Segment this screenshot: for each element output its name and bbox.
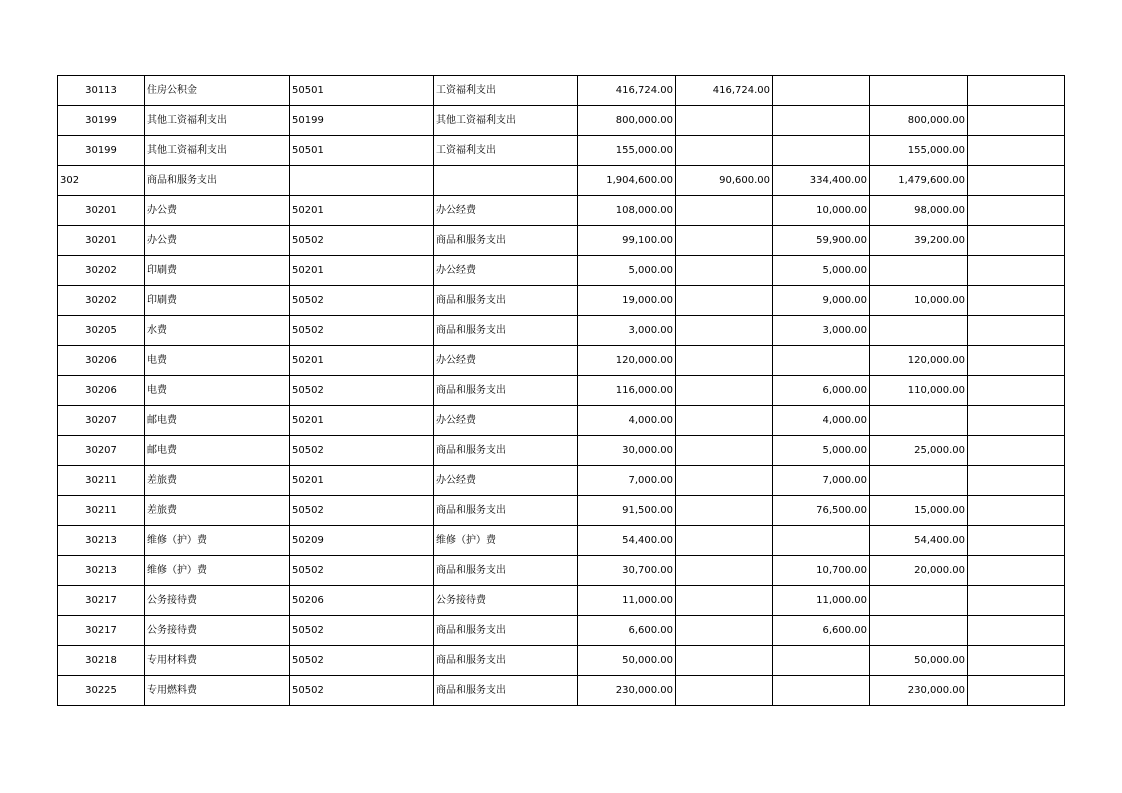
total-amount-cell: 30,000.00: [578, 436, 676, 466]
economic-code-cell: 50502: [290, 496, 434, 526]
economic-name-cell: 商品和服务支出: [434, 226, 578, 256]
expense-name-cell: 邮电费: [145, 406, 290, 436]
economic-name-cell: 商品和服务支出: [434, 616, 578, 646]
table-row: [58, 676, 1065, 706]
amount-cell-4: [870, 616, 968, 646]
economic-code-cell: 50502: [290, 646, 434, 676]
amount-cell-3: 4,000.00: [773, 406, 870, 436]
amount-cell-4: [870, 76, 968, 106]
amount-cell-2: [676, 376, 773, 406]
expense-name-cell: 专用燃料费: [145, 676, 290, 706]
amount-cell-4: [870, 586, 968, 616]
economic-code-cell: 50201: [290, 406, 434, 436]
economic-name-cell: 商品和服务支出: [434, 286, 578, 316]
total-amount-cell: 416,724.00: [578, 76, 676, 106]
expense-name-cell: 邮电费: [145, 436, 290, 466]
economic-name-cell: 工资福利支出: [434, 136, 578, 166]
amount-cell-3: 10,700.00: [773, 556, 870, 586]
amount-cell-4: 1,479,600.00: [870, 166, 968, 196]
economic-name-cell: 办公经费: [434, 346, 578, 376]
economic-name-cell: [434, 166, 578, 196]
economic-name-cell: 商品和服务支出: [434, 556, 578, 586]
table-row: [58, 346, 1065, 376]
amount-cell-3: 5,000.00: [773, 436, 870, 466]
expense-name-cell: 印刷费: [145, 256, 290, 286]
economic-name-cell: 商品和服务支出: [434, 316, 578, 346]
amount-cell-3: [773, 136, 870, 166]
table-row: [58, 496, 1065, 526]
table-row: [58, 376, 1065, 406]
total-amount-cell: 7,000.00: [578, 466, 676, 496]
total-amount-cell: 800,000.00: [578, 106, 676, 136]
amount-cell-5: [968, 616, 1065, 646]
economic-name-cell: 办公经费: [434, 406, 578, 436]
expense-code-cell: 30217: [58, 586, 145, 616]
total-amount-cell: 5,000.00: [578, 256, 676, 286]
table-row: [58, 316, 1065, 346]
amount-cell-5: [968, 256, 1065, 286]
amount-cell-4: 15,000.00: [870, 496, 968, 526]
economic-code-cell: 50502: [290, 286, 434, 316]
total-amount-cell: 155,000.00: [578, 136, 676, 166]
amount-cell-5: [968, 496, 1065, 526]
economic-name-cell: 商品和服务支出: [434, 676, 578, 706]
expense-code-cell: 30199: [58, 136, 145, 166]
amount-cell-5: [968, 76, 1065, 106]
amount-cell-3: [773, 676, 870, 706]
amount-cell-2: 90,600.00: [676, 166, 773, 196]
amount-cell-3: [773, 76, 870, 106]
economic-name-cell: 商品和服务支出: [434, 496, 578, 526]
economic-code-cell: 50201: [290, 346, 434, 376]
economic-code-cell: 50206: [290, 586, 434, 616]
total-amount-cell: 19,000.00: [578, 286, 676, 316]
amount-cell-2: 416,724.00: [676, 76, 773, 106]
expense-code-cell: 30207: [58, 436, 145, 466]
amount-cell-3: 76,500.00: [773, 496, 870, 526]
expense-code-cell: 30202: [58, 286, 145, 316]
amount-cell-2: [676, 466, 773, 496]
amount-cell-4: 39,200.00: [870, 226, 968, 256]
amount-cell-4: 25,000.00: [870, 436, 968, 466]
amount-cell-5: [968, 136, 1065, 166]
total-amount-cell: 108,000.00: [578, 196, 676, 226]
economic-code-cell: 50502: [290, 556, 434, 586]
total-amount-cell: 54,400.00: [578, 526, 676, 556]
amount-cell-3: 11,000.00: [773, 586, 870, 616]
total-amount-cell: 3,000.00: [578, 316, 676, 346]
amount-cell-5: [968, 226, 1065, 256]
amount-cell-5: [968, 406, 1065, 436]
economic-code-cell: 50502: [290, 436, 434, 466]
expense-name-cell: 差旅费: [145, 496, 290, 526]
amount-cell-2: [676, 226, 773, 256]
amount-cell-4: 120,000.00: [870, 346, 968, 376]
table-row: [58, 106, 1065, 136]
amount-cell-2: [676, 616, 773, 646]
amount-cell-3: 5,000.00: [773, 256, 870, 286]
amount-cell-4: [870, 256, 968, 286]
amount-cell-3: [773, 346, 870, 376]
amount-cell-2: [676, 436, 773, 466]
total-amount-cell: 11,000.00: [578, 586, 676, 616]
economic-code-cell: 50199: [290, 106, 434, 136]
amount-cell-5: [968, 646, 1065, 676]
expense-name-cell: 差旅费: [145, 466, 290, 496]
economic-code-cell: 50501: [290, 136, 434, 166]
amount-cell-5: [968, 436, 1065, 466]
economic-name-cell: 办公经费: [434, 466, 578, 496]
amount-cell-2: [676, 346, 773, 376]
table-row: [58, 436, 1065, 466]
expense-code-cell: 30225: [58, 676, 145, 706]
economic-name-cell: 其他工资福利支出: [434, 106, 578, 136]
amount-cell-5: [968, 346, 1065, 376]
total-amount-cell: 30,700.00: [578, 556, 676, 586]
amount-cell-3: 3,000.00: [773, 316, 870, 346]
amount-cell-2: [676, 526, 773, 556]
expense-name-cell: 印刷费: [145, 286, 290, 316]
amount-cell-4: [870, 316, 968, 346]
expense-name-cell: 办公费: [145, 196, 290, 226]
expense-code-cell: 30113: [58, 76, 145, 106]
amount-cell-3: 7,000.00: [773, 466, 870, 496]
total-amount-cell: 50,000.00: [578, 646, 676, 676]
total-amount-cell: 6,600.00: [578, 616, 676, 646]
table-row: [58, 526, 1065, 556]
economic-name-cell: 维修（护）费: [434, 526, 578, 556]
expense-name-cell: 公务接待费: [145, 586, 290, 616]
amount-cell-2: [676, 106, 773, 136]
table-row: [58, 166, 1065, 196]
table-row: [58, 196, 1065, 226]
expense-code-cell: 30207: [58, 406, 145, 436]
table-row: [58, 286, 1065, 316]
economic-code-cell: [290, 166, 434, 196]
expense-name-cell: 电费: [145, 376, 290, 406]
expense-name-cell: 住房公积金: [145, 76, 290, 106]
expense-name-cell: 专用材料费: [145, 646, 290, 676]
amount-cell-5: [968, 586, 1065, 616]
total-amount-cell: 230,000.00: [578, 676, 676, 706]
table-row: [58, 256, 1065, 286]
amount-cell-5: [968, 676, 1065, 706]
expense-code-cell: 30206: [58, 346, 145, 376]
amount-cell-5: [968, 556, 1065, 586]
table-row: [58, 136, 1065, 166]
amount-cell-2: [676, 256, 773, 286]
expense-name-cell: 其他工资福利支出: [145, 136, 290, 166]
expense-code-cell: 30211: [58, 466, 145, 496]
economic-code-cell: 50502: [290, 316, 434, 346]
economic-name-cell: 办公经费: [434, 196, 578, 226]
expense-name-cell: 公务接待费: [145, 616, 290, 646]
economic-code-cell: 50502: [290, 676, 434, 706]
expense-name-cell: 维修（护）费: [145, 526, 290, 556]
amount-cell-2: [676, 646, 773, 676]
expense-code-cell: 30217: [58, 616, 145, 646]
economic-name-cell: 公务接待费: [434, 586, 578, 616]
expense-name-cell: 水费: [145, 316, 290, 346]
table-row: [58, 616, 1065, 646]
amount-cell-4: [870, 466, 968, 496]
economic-code-cell: 50502: [290, 616, 434, 646]
amount-cell-2: [676, 406, 773, 436]
expense-name-cell: 商品和服务支出: [145, 166, 290, 196]
table-row: [58, 226, 1065, 256]
expense-code-cell: 30201: [58, 226, 145, 256]
table-row: [58, 76, 1065, 106]
total-amount-cell: 120,000.00: [578, 346, 676, 376]
amount-cell-3: 6,600.00: [773, 616, 870, 646]
amount-cell-2: [676, 676, 773, 706]
amount-cell-2: [676, 286, 773, 316]
amount-cell-4: 155,000.00: [870, 136, 968, 166]
amount-cell-2: [676, 316, 773, 346]
table-row: [58, 466, 1065, 496]
economic-name-cell: 商品和服务支出: [434, 376, 578, 406]
economic-name-cell: 商品和服务支出: [434, 646, 578, 676]
total-amount-cell: 99,100.00: [578, 226, 676, 256]
amount-cell-4: 50,000.00: [870, 646, 968, 676]
expense-name-cell: 办公费: [145, 226, 290, 256]
amount-cell-3: 9,000.00: [773, 286, 870, 316]
amount-cell-5: [968, 466, 1065, 496]
budget-table: [57, 75, 1065, 706]
economic-code-cell: 50502: [290, 226, 434, 256]
amount-cell-2: [676, 496, 773, 526]
amount-cell-5: [968, 166, 1065, 196]
table-row: [58, 406, 1065, 436]
economic-name-cell: 工资福利支出: [434, 76, 578, 106]
amount-cell-4: 54,400.00: [870, 526, 968, 556]
amount-cell-4: 230,000.00: [870, 676, 968, 706]
amount-cell-4: [870, 406, 968, 436]
economic-code-cell: 50209: [290, 526, 434, 556]
economic-code-cell: 50201: [290, 466, 434, 496]
total-amount-cell: 1,904,600.00: [578, 166, 676, 196]
expense-code-cell: 302: [58, 166, 145, 196]
amount-cell-4: 800,000.00: [870, 106, 968, 136]
economic-name-cell: 商品和服务支出: [434, 436, 578, 466]
amount-cell-5: [968, 316, 1065, 346]
amount-cell-3: [773, 106, 870, 136]
expense-code-cell: 30205: [58, 316, 145, 346]
expense-name-cell: 电费: [145, 346, 290, 376]
expense-code-cell: 30213: [58, 526, 145, 556]
table-row: [58, 646, 1065, 676]
economic-code-cell: 50201: [290, 256, 434, 286]
amount-cell-5: [968, 106, 1065, 136]
amount-cell-2: [676, 196, 773, 226]
table-row: [58, 556, 1065, 586]
amount-cell-4: 10,000.00: [870, 286, 968, 316]
amount-cell-3: 10,000.00: [773, 196, 870, 226]
amount-cell-3: 334,400.00: [773, 166, 870, 196]
amount-cell-5: [968, 286, 1065, 316]
amount-cell-3: [773, 646, 870, 676]
expense-name-cell: 维修（护）费: [145, 556, 290, 586]
economic-code-cell: 50501: [290, 76, 434, 106]
total-amount-cell: 91,500.00: [578, 496, 676, 526]
amount-cell-5: [968, 526, 1065, 556]
expense-code-cell: 30206: [58, 376, 145, 406]
expense-code-cell: 30211: [58, 496, 145, 526]
amount-cell-4: 20,000.00: [870, 556, 968, 586]
total-amount-cell: 116,000.00: [578, 376, 676, 406]
expense-code-cell: 30202: [58, 256, 145, 286]
amount-cell-3: 6,000.00: [773, 376, 870, 406]
amount-cell-2: [676, 136, 773, 166]
economic-name-cell: 办公经费: [434, 256, 578, 286]
table-row: [58, 586, 1065, 616]
total-amount-cell: 4,000.00: [578, 406, 676, 436]
amount-cell-5: [968, 196, 1065, 226]
table-body: [58, 76, 1065, 706]
amount-cell-4: 110,000.00: [870, 376, 968, 406]
expense-code-cell: 30218: [58, 646, 145, 676]
expense-code-cell: 30199: [58, 106, 145, 136]
amount-cell-3: 59,900.00: [773, 226, 870, 256]
amount-cell-4: 98,000.00: [870, 196, 968, 226]
amount-cell-5: [968, 376, 1065, 406]
amount-cell-2: [676, 556, 773, 586]
expense-name-cell: 其他工资福利支出: [145, 106, 290, 136]
economic-code-cell: 50502: [290, 376, 434, 406]
economic-code-cell: 50201: [290, 196, 434, 226]
amount-cell-3: [773, 526, 870, 556]
amount-cell-2: [676, 586, 773, 616]
expense-code-cell: 30213: [58, 556, 145, 586]
expense-code-cell: 30201: [58, 196, 145, 226]
